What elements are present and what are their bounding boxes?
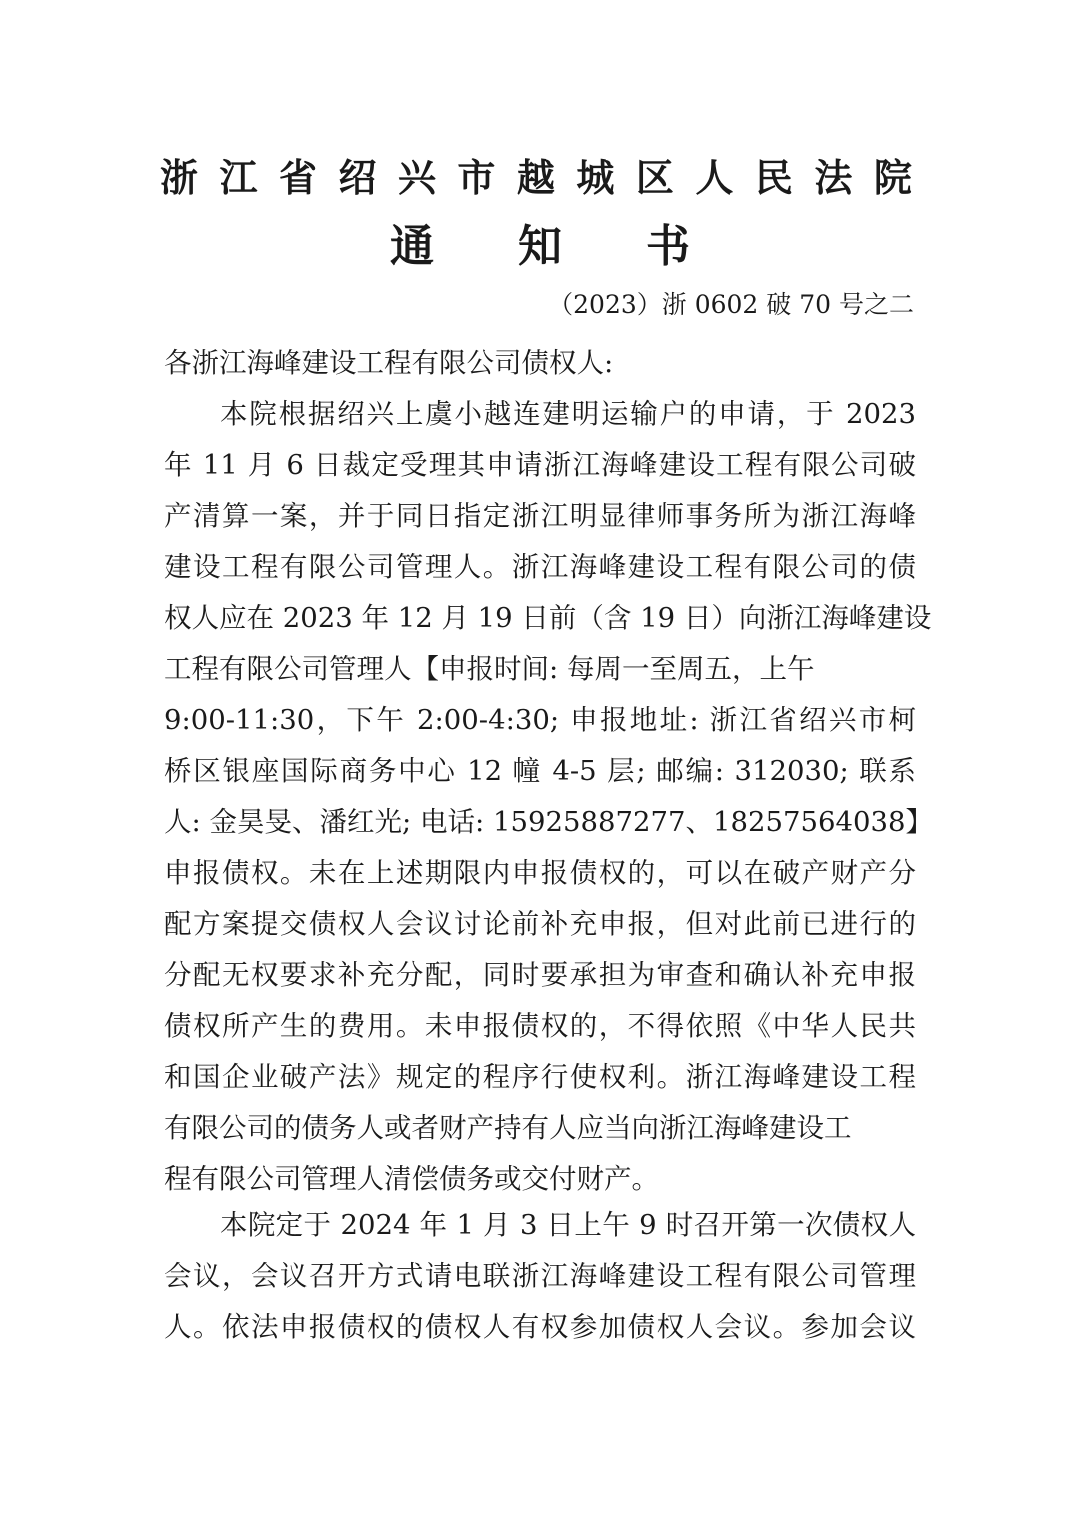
court-title-char: 人 xyxy=(695,156,734,200)
document-title-char: 通 xyxy=(390,221,434,272)
court-title-char: 越 xyxy=(516,156,555,200)
paragraph-line: 年 11 月 6 日裁定受理其申请浙江海峰建设工程有限公司破 xyxy=(164,449,916,481)
paragraph-line: 本院根据绍兴上虞小越连建明运输户的申请，于 2023 xyxy=(220,398,916,430)
court-title-char: 法 xyxy=(814,156,853,200)
paragraph-line: 权人应在 2023 年 12 月 19 日前（含 19 日）向浙江海峰建设 xyxy=(164,602,932,634)
court-title-char: 浙 xyxy=(160,156,199,200)
court-title-char: 绍 xyxy=(338,156,377,200)
court-title-char: 院 xyxy=(873,156,912,200)
paragraph-line: 债权所产生的费用。未申报债权的，不得依照《中华人民共 xyxy=(164,1010,916,1042)
court-title-char: 兴 xyxy=(397,156,436,200)
paragraph-line: 人。依法申报债权的债权人有权参加债权人会议。参加会议 xyxy=(164,1311,916,1343)
document-title xyxy=(390,216,690,278)
paragraph-2 xyxy=(164,1200,916,1353)
paragraph-line: 分配无权要求补充分配，同时要承担为审查和确认补充申报 xyxy=(164,959,916,991)
paragraph-line: 申报债权。未在上述期限内申报债权的，可以在破产财产分 xyxy=(164,857,916,889)
document-title-char: 书 xyxy=(646,221,690,272)
paragraph-line: 和国企业破产法》规定的程序行使权利。浙江海峰建设工程 xyxy=(164,1061,916,1093)
paragraph-line: 会议，会议召开方式请电联浙江海峰建设工程有限公司管理 xyxy=(164,1260,916,1292)
document-title-char: 知 xyxy=(518,221,562,272)
paragraph-line: 配方案提交债权人会议讨论前补充申报，但对此前已进行的 xyxy=(164,908,916,940)
addressee-block xyxy=(164,338,916,389)
paragraph-line: 建设工程有限公司管理人。浙江海峰建设工程有限公司的债 xyxy=(164,551,916,583)
court-title-char: 民 xyxy=(754,156,793,200)
court-title-char: 城 xyxy=(576,156,615,200)
paragraph-line: 本院定于 2024 年 1 月 3 日上午 9 时召开第一次债权人 xyxy=(220,1209,916,1241)
court-title xyxy=(160,150,912,206)
paragraph-1 xyxy=(164,389,933,1205)
paragraph-line: 程有限公司管理人清偿债务或交付财产。 xyxy=(164,1163,659,1195)
court-title-char: 市 xyxy=(457,156,496,200)
paragraph-line: 桥区银座国际商务中心 12 幢 4-5 层; 邮编: 312030; 联系 xyxy=(164,755,916,787)
case-number: （2023）浙 0602 破 70 号之二 xyxy=(548,290,914,319)
paragraph-line: 9:00-11:30，下午 2:00-4:30; 申报地址: 浙江省绍兴市柯 xyxy=(164,704,916,736)
court-title-char: 省 xyxy=(278,156,317,200)
paragraph-line: 有限公司的债务人或者财产持有人应当向浙江海峰建设工 xyxy=(164,1112,852,1144)
addressee: 各浙江海峰建设工程有限公司债权人: xyxy=(164,347,614,379)
court-title-char: 区 xyxy=(635,156,674,200)
court-title-char: 江 xyxy=(219,156,258,200)
paragraph-line: 人: 金昊旻、潘红光; 电话: 15925887277、18257564038】 xyxy=(164,806,933,838)
paragraph-line: 产清算一案，并于同日指定浙江明显律师事务所为浙江海峰 xyxy=(164,500,916,532)
paragraph-line: 工程有限公司管理人【申报时间: 每周一至周五，上午 xyxy=(164,653,815,685)
